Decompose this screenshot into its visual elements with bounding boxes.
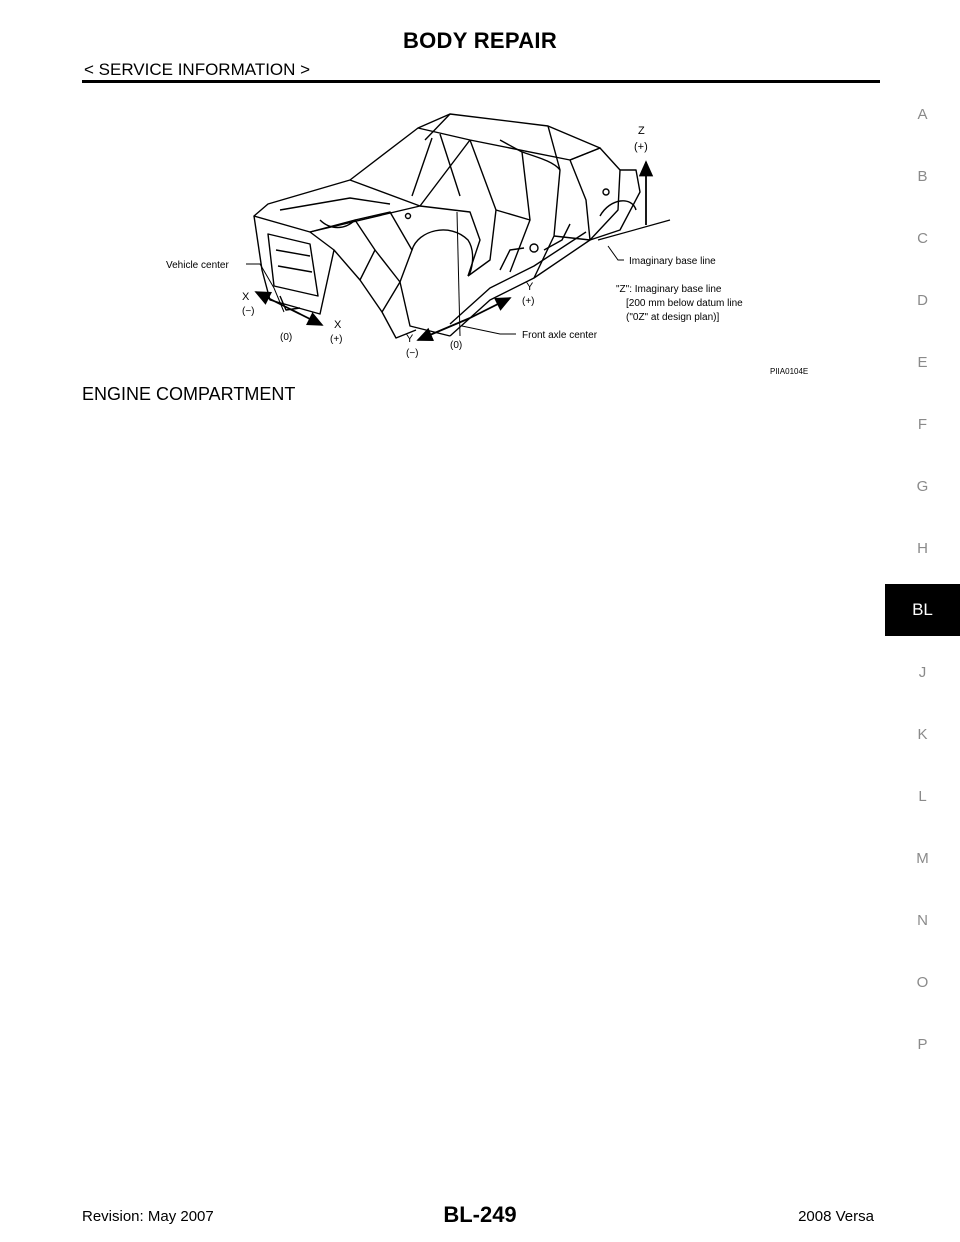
side-tabs: [885, 0, 960, 1242]
y-zero-label: (0): [450, 340, 463, 351]
y-minus-axis-label: Y: [406, 333, 414, 345]
footer-model: 2008 Versa: [798, 1208, 874, 1225]
y-plus-axis-label: Y: [526, 281, 534, 293]
tab-f[interactable]: F: [917, 416, 928, 433]
tab-n[interactable]: N: [917, 912, 928, 929]
tab-j[interactable]: J: [918, 664, 927, 681]
page-title: BODY REPAIR: [402, 28, 558, 53]
tab-k[interactable]: K: [917, 726, 928, 743]
z-axis-label: Z: [638, 125, 645, 137]
y-plus-sign: (+): [522, 296, 535, 307]
section-heading: ENGINE COMPARTMENT: [82, 384, 296, 404]
imaginary-base-line-label: Imaginary base line: [629, 256, 716, 267]
tab-m[interactable]: M: [916, 850, 929, 867]
z-note-line-1: "Z": Imaginary base line: [616, 284, 722, 295]
footer-page-number: BL-249: [443, 1202, 517, 1227]
body-coordinate-diagram: [150, 100, 830, 380]
tab-h[interactable]: H: [917, 540, 928, 557]
tab-b[interactable]: B: [917, 168, 928, 185]
tab-g[interactable]: G: [916, 478, 929, 495]
tab-bl[interactable]: BL: [885, 584, 960, 636]
z-note-line-2: [200 mm below datum line: [626, 298, 743, 309]
y-minus-sign: (−): [406, 348, 419, 359]
tab-p[interactable]: P: [917, 1036, 928, 1053]
z-axis-sign: (+): [634, 141, 648, 153]
x-plus-sign: (+): [330, 334, 343, 345]
tab-d[interactable]: D: [917, 292, 928, 309]
car-body-illustration: [254, 114, 640, 338]
z-note-line-3: ("0Z" at design plan)]: [626, 312, 720, 323]
section-label: < SERVICE INFORMATION >: [84, 60, 311, 79]
front-axle-center-label: Front axle center: [522, 330, 598, 341]
tab-l[interactable]: L: [918, 788, 927, 805]
header-rule: [82, 80, 880, 83]
tab-a[interactable]: A: [917, 106, 928, 123]
x-minus-sign: (−): [242, 306, 255, 317]
figure-id: PIIA0104E: [770, 367, 809, 376]
tab-e[interactable]: E: [917, 354, 928, 371]
x-minus-axis-label: X: [242, 291, 250, 303]
x-plus-axis-label: X: [334, 319, 342, 331]
tab-c[interactable]: C: [917, 230, 928, 247]
vehicle-center-label: Vehicle center: [166, 260, 229, 271]
tab-o[interactable]: O: [916, 974, 929, 991]
footer-revision: Revision: May 2007: [82, 1208, 214, 1225]
x-zero-label: (0): [280, 332, 293, 343]
